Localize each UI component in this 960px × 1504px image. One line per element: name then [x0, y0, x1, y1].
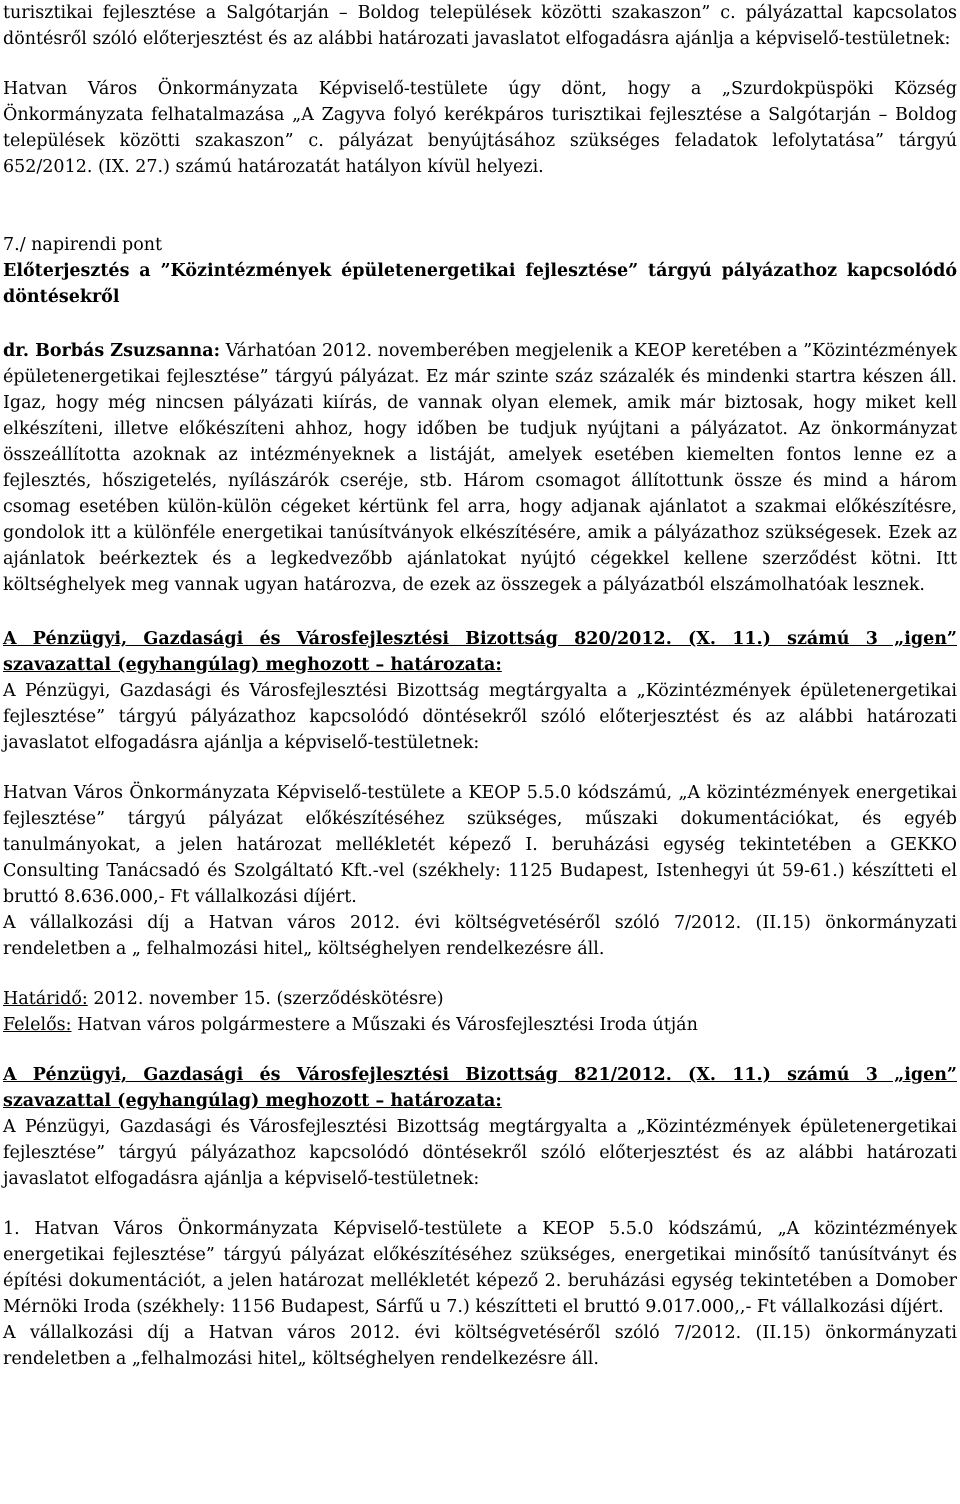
committee-820-fee: A vállalkozási díj a Hatvan város 2012. évi költségvetéséről szóló 7/2012. (II.15) önkormányzati rendeletben a „ felhalmozási hitel„ költséghelyen rendelkezésre áll. [3, 913, 957, 959]
speech-paragraph [3, 338, 957, 598]
committee-820-body: A Pénzügyi, Gazdasági és Városfejlesztési Bizottság megtárgyalta a „Közintézmények épületenergetikai fejlesztése” tárgyú pályázathoz kapcsolódó döntésekről szóló előterjesztést és az alábbi határozati javaslatot elfogadásra ajánlja a képviselő-testületnek: [3, 681, 957, 753]
resolution-revoke-paragraph: Hatvan Város Önkormányzata Képviselő-testülete úgy dönt, hogy a „Szurdokpüspöki Község Önkormányzata felhatalmazása „A Zagyva folyó kerékpáros turisztikai fejlesztése a Salgótarján – Boldog települések közötti szakaszon” c. pályázat benyújtásához szükséges feladatok lefolytatása” tárgyú 652/2012. (IX. 27.) számú határozatát hatályon kívül helyezi. [3, 79, 957, 177]
committee-820-heading: A Pénzügyi, Gazdasági és Városfejlesztési Bizottság 820/2012. (X. 11.) számú 3 „igen” [3, 629, 957, 649]
committee-820-responsible [3, 1012, 957, 1038]
speech-text: Várhatóan 2012. novemberében megjelenik a KEOP keretében a ”Közintézmények épületenergetikai fejlesztése” tárgyú pályázat. Ez már szinte száz százalék és mindenki startra készen áll. Igaz, hogy még nincsen pályázati kiírás, de vannak olyan elemek, amik már biztosak, hogy miket kell elkészíteni, illetve előkészíteni ahhoz, hogy időben be tudjuk nyújtani a pályázatot. Az önkormányzat összeállította azoknak az intézményeknek a listáját, amelyek esetében kiemelten fontos lenne ez a fejlesztés, hőszigetelés, nyílászárók cseréje, stb. Három csomagot állítottunk össze és mind a három csomag esetében külön-külön cégeket kértünk fel arra, hogy adjanak ajánlatot a szakmai előkészítésre, gondolok itt a különféle energetikai tanúsítványok elkészítésére, amik a pályázathoz szükségesek. Ezek az ajánlatok beérkeztek és a legkedvezőbb ajánlatokat nyújtó cégekkel kellene szerződést kötni. Itt költséghelyek meg vannak ugyan határozva, de ezek az összegek a pályázatból elszámolhatóak lesznek. [3, 341, 957, 595]
responsible-label: Felelős: [3, 1015, 72, 1035]
committee-821-heading-line2: szavazattal (egyhangúlag) meghozott – határozata: [3, 1091, 502, 1111]
intro-paragraph: turisztikai fejlesztése a Salgótarján – Boldog települések közötti szakaszon” c. pályázattal kapcsolatos döntésről szóló előterjesztést és az alábbi határozati javaslatot elfogadásra ajánlja a képviselő-testületnek: [3, 3, 957, 49]
committee-821-fee: A vállalkozási díj a Hatvan város 2012. évi költségvetéséről szóló 7/2012. (II.15) önkormányzati rendeletben a „felhalmozási hitel„ költséghelyen rendelkezésre áll. [3, 1323, 957, 1369]
agenda-number: 7./ napirendi pont [3, 235, 163, 255]
committee-821-resolution: 1. Hatvan Város Önkormányzata Képviselő-testülete a KEOP 5.5.0 kódszámú, „A közintézmények energetikai fejlesztése” tárgyú pályázat előkészítéséhez szükséges, energetikai minősítő tanúsítványt és építési dokumentációt, a jelen határozat mellékletét képező 2. beruházási egység tekintetében a Domober Mérnöki Iroda (székhely: 1156 Budapest, Sárfű u 7.) készítteti el bruttó 9.017.000,,- Ft vállalkozási díjért. [3, 1219, 957, 1317]
deadline-label: Határidő: [3, 989, 88, 1009]
speaker-name: dr. Borbás Zsuzsanna: [3, 341, 221, 361]
committee-820-deadline [3, 986, 957, 1012]
committee-821-body: A Pénzügyi, Gazdasági és Városfejlesztési Bizottság megtárgyalta a „Közintézmények épületenergetikai fejlesztése” tárgyú pályázathoz kapcsolódó döntésekről szóló előterjesztést és az alábbi határozati javaslatot elfogadásra ajánlja a képviselő-testületnek: [3, 1117, 957, 1189]
agenda-title: Előterjesztés a ”Közintézmények épületenergetikai fejlesztése” tárgyú pályázathoz kapcsolódó döntésekről [3, 261, 957, 307]
deadline-value: 2012. november 15. (szerződéskötésre) [87, 989, 444, 1009]
responsible-value: Hatvan város polgármestere a Műszaki és Városfejlesztési Iroda útján [71, 1015, 698, 1035]
committee-820-resolution: Hatvan Város Önkormányzata Képviselő-testülete a KEOP 5.5.0 kódszámú, „A közintézmények energetikai fejlesztése” tárgyú pályázat előkészítéséhez szükséges, műszaki dokumentációkat, és egyéb tanulmányokat, a jelen határozat mellékletét képező I. beruházási egység tekintetében a GEKKO Consulting Tanácsadó és Szolgáltató Kft.-vel (székhely: 1125 Budapest, Istenhegyi út 59-61.) készítteti el bruttó 8.636.000,- Ft vállalkozási díjért. [3, 783, 957, 907]
committee-820-heading-line2: szavazattal (egyhangúlag) meghozott – határozata: [3, 655, 502, 675]
committee-821-heading: A Pénzügyi, Gazdasági és Városfejlesztési Bizottság 821/2012. (X. 11.) számú 3 „igen” [3, 1065, 957, 1085]
